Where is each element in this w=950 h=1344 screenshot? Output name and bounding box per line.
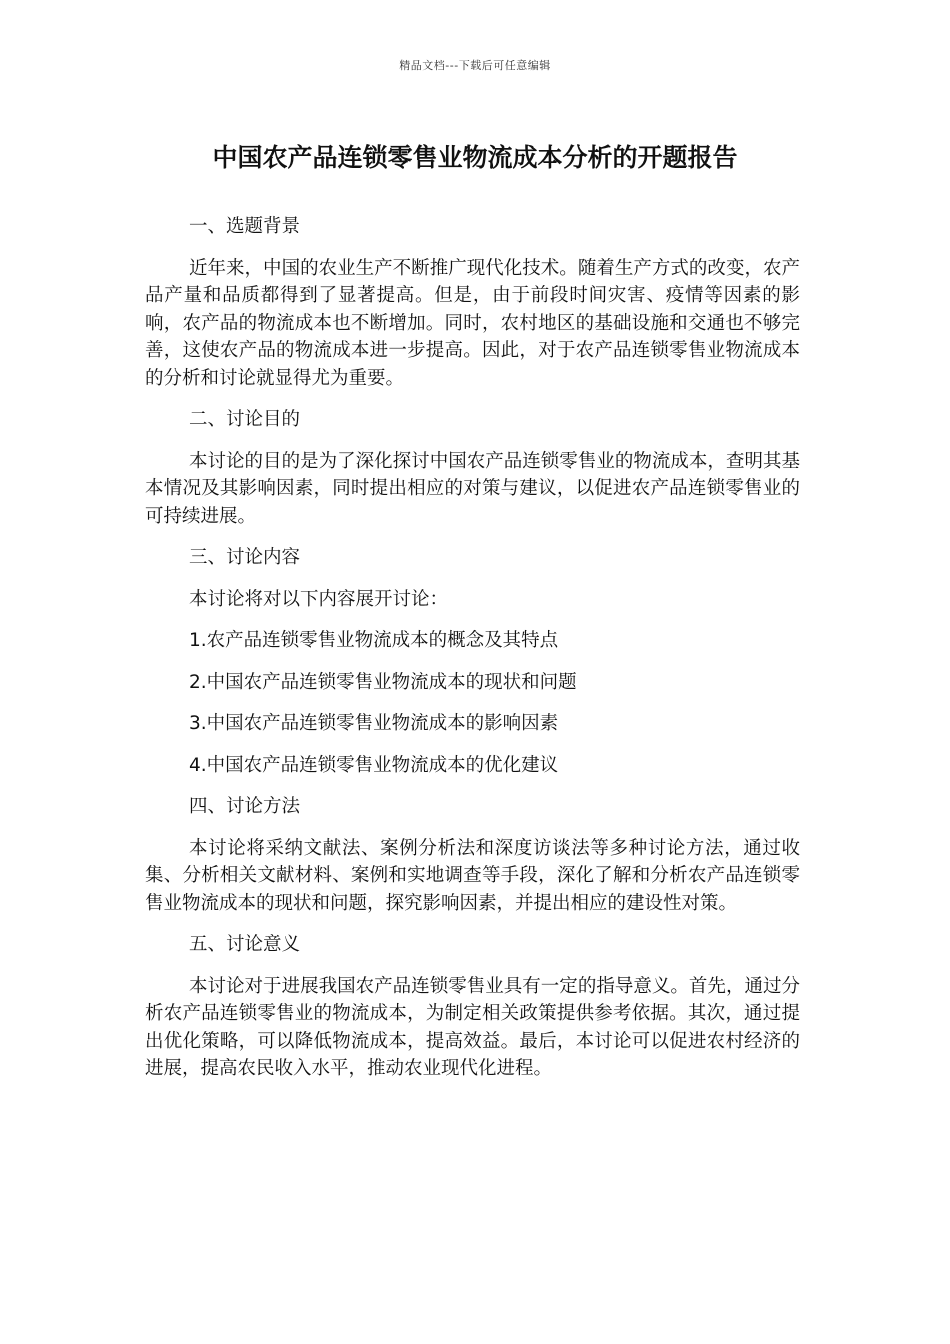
list-item: 4.中国农产品连锁零售业物流成本的优化建议 [189, 754, 559, 776]
section-heading-purpose: 二、讨论目的 [189, 409, 301, 430]
list-item: 1.农产品连锁零售业物流成本的概念及其特点 [189, 630, 559, 651]
document-title: 中国农产品连锁零售业物流成本分析的开题报告 [212, 143, 738, 172]
document-body [145, 213, 800, 1097]
list-item: 3.中国农产品连锁零售业物流成本的影响因素 [189, 713, 559, 734]
section-heading-method: 四、讨论方法 [189, 796, 301, 817]
list-item: 2.中国农产品连锁零售业物流成本的现状和问题 [189, 671, 577, 693]
section-paragraph-significance: 本讨论对于进展我国农产品连锁零售业具有一定的指导意义。首先，通过分析农产品连锁零售业的物流成本，为制定相关政策提供参考依据。其次，通过提出优化策略，可以降低物流成本，提高效益。最后，本讨论可以促进农村经济的进展，提高农民收入水平，推动农业现代化进程。 [145, 975, 800, 1079]
section-heading-content: 三、讨论内容 [189, 547, 301, 568]
section-paragraph-background: 近年来，中国的农业生产不断推广现代化技术。随着生产方式的改变，农产品产量和品质都得到了显著提高。但是，由于前段时间灾害、疫情等因素的影响，农产品的物流成本也不断增加。同时，农村地区的基础设施和交通也不够完善，这使农产品的物流成本进一步提高。因此，对于农产品连锁零售业物流成本的分析和讨论就显得尤为重要。 [145, 257, 800, 389]
section-heading-significance: 五、讨论意义 [189, 934, 301, 955]
section-intro-content: 本讨论将对以下内容展开讨论： [189, 588, 449, 610]
section-paragraph-purpose: 本讨论的目的是为了深化探讨中国农产品连锁零售业的物流成本，查明其基本情况及其影响因素，同时提出相应的对策与建议，以促进农产品连锁零售业的可持续进展。 [145, 450, 800, 527]
section-heading-background: 一、选题背景 [189, 216, 301, 237]
header-note: 精品文档---下载后可任意编辑 [399, 59, 551, 72]
section-paragraph-method: 本讨论将采纳文献法、案例分析法和深度访谈法等多种讨论方法，通过收集、分析相关文献材料、案例和实地调查等手段，深化了解和分析农产品连锁零售业物流成本的现状和问题，探究影响因素，并提出相应的建设性对策。 [145, 837, 800, 914]
